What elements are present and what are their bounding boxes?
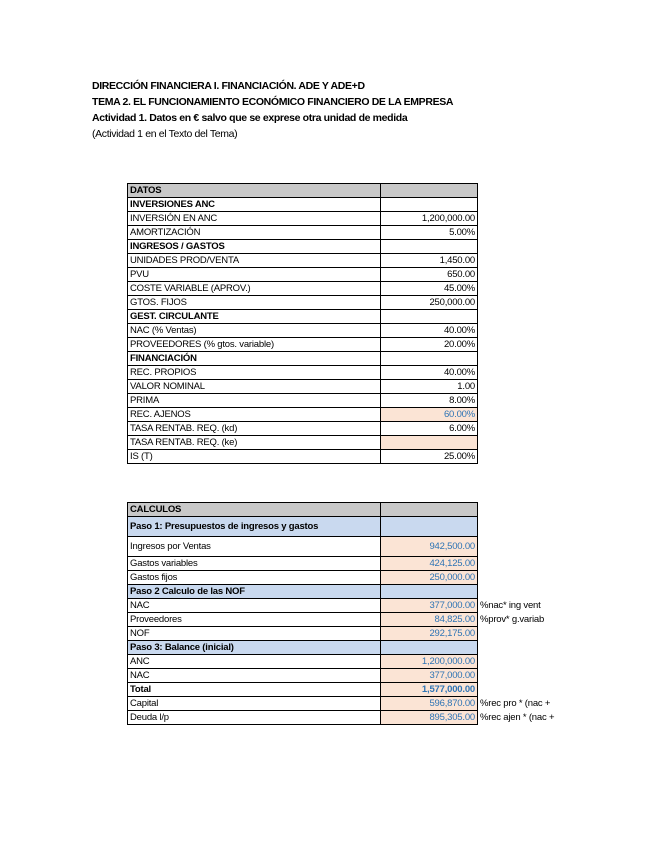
row-label[interactable]: GTOS. FIJOS — [128, 296, 381, 310]
step-empty-cell[interactable] — [381, 517, 478, 537]
table-row — [128, 613, 557, 627]
header-empty-cell[interactable] — [381, 503, 478, 517]
row-label[interactable]: NAC (% Ventas) — [128, 324, 381, 338]
formula-note[interactable]: %nac* ing vent — [480, 600, 541, 611]
row-label[interactable]: PROVEEDORES (% gtos. variable) — [128, 338, 381, 352]
table-row — [128, 240, 478, 254]
activity-heading: Actividad 1. Datos en € salvo que se exprese otra unidad de medida — [92, 112, 408, 124]
row-value[interactable]: 40.00% — [381, 324, 478, 338]
row-value[interactable] — [381, 240, 478, 254]
row-value[interactable]: 424,125.00 — [381, 557, 478, 571]
paso3-heading[interactable]: Paso 3: Balance (inicial) — [128, 641, 381, 655]
step-header-row — [128, 517, 557, 537]
table-row — [128, 557, 557, 571]
row-label[interactable]: GEST. CIRCULANTE — [128, 310, 381, 324]
row-label[interactable]: VALOR NOMINAL — [128, 380, 381, 394]
row-label[interactable]: TASA RENTAB. REQ. (ke) — [128, 436, 381, 450]
table-row — [128, 338, 478, 352]
row-value[interactable] — [381, 310, 478, 324]
activity-note: (Actividad 1 en el Texto del Tema) — [92, 128, 238, 140]
step-empty-cell[interactable] — [381, 641, 478, 655]
table-row — [128, 366, 478, 380]
row-value[interactable]: 942,500.00 — [381, 537, 478, 557]
paso1-heading[interactable]: Paso 1: Presupuestos de ingresos y gastos — [128, 517, 381, 537]
table-row — [128, 268, 478, 282]
table-header-row — [128, 503, 557, 517]
row-label[interactable]: NAC — [128, 669, 381, 683]
calculos-title[interactable]: CALCULOS — [128, 503, 381, 517]
formula-note[interactable]: %rec pro * (nac + — [480, 698, 551, 709]
row-label[interactable]: Gastos variables — [128, 557, 381, 571]
row-value[interactable]: 250,000.00 — [381, 571, 478, 585]
table-row — [128, 212, 478, 226]
row-value[interactable]: 6.00% — [381, 422, 478, 436]
table-row — [128, 198, 478, 212]
row-value[interactable]: 1,200,000.00 — [381, 655, 478, 669]
doc-subtitle: TEMA 2. EL FUNCIONAMIENTO ECONÓMICO FINANCIERO DE LA EMPRESA — [92, 96, 454, 108]
doc-title: DIRECCIÓN FINANCIERA I. FINANCIACIÓN. ADE Y ADE+D — [92, 80, 365, 92]
row-label[interactable]: Deuda l/p — [128, 711, 381, 725]
row-label[interactable]: IS (T) — [128, 450, 381, 464]
row-value[interactable]: 1,450.00 — [381, 254, 478, 268]
header-empty-cell[interactable] — [381, 184, 478, 198]
table-row — [128, 380, 478, 394]
step-empty-cell[interactable] — [381, 585, 478, 599]
row-value[interactable]: 40.00% — [381, 366, 478, 380]
table-row — [128, 450, 478, 464]
row-label[interactable]: Capital — [128, 697, 381, 711]
row-value[interactable]: 377,000.00 — [381, 599, 478, 613]
row-value[interactable]: 84,825.00 — [381, 613, 478, 627]
row-value[interactable]: 1.00 — [381, 380, 478, 394]
table-header-row — [128, 184, 478, 198]
row-value[interactable]: 650.00 — [381, 268, 478, 282]
row-value[interactable]: 596,870.00 — [381, 697, 478, 711]
row-label[interactable]: REC. AJENOS — [128, 408, 381, 422]
formula-note[interactable]: %rec ajen * (nac + — [480, 712, 555, 723]
step-header-row — [128, 641, 557, 655]
calculos-table — [127, 502, 557, 725]
row-label[interactable]: INVERSIONES ANC — [128, 198, 381, 212]
table-row — [128, 697, 557, 711]
table-row — [128, 669, 557, 683]
row-label[interactable]: Total — [128, 683, 381, 697]
row-label[interactable]: ANC — [128, 655, 381, 669]
row-label[interactable]: UNIDADES PROD/VENTA — [128, 254, 381, 268]
table-row — [128, 324, 478, 338]
row-value[interactable]: 60.00% — [381, 408, 478, 422]
step-header-row — [128, 585, 557, 599]
table-row — [128, 537, 557, 557]
row-label[interactable]: Proveedores — [128, 613, 381, 627]
table-row — [128, 408, 478, 422]
table-row — [128, 599, 557, 613]
row-label[interactable]: FINANCIACIÓN — [128, 352, 381, 366]
row-value[interactable]: 8.00% — [381, 394, 478, 408]
table-row — [128, 436, 478, 450]
table-row — [128, 655, 557, 669]
row-value[interactable]: 20.00% — [381, 338, 478, 352]
row-value[interactable]: 25.00% — [381, 450, 478, 464]
row-label[interactable]: COSTE VARIABLE (APROV.) — [128, 282, 381, 296]
row-label[interactable]: NOF — [128, 627, 381, 641]
row-value[interactable] — [381, 436, 478, 450]
row-label[interactable]: INGRESOS / GASTOS — [128, 240, 381, 254]
row-label[interactable]: TASA RENTAB. REQ. (kd) — [128, 422, 381, 436]
row-value[interactable]: 292,175.00 — [381, 627, 478, 641]
row-label[interactable]: Gastos fijos — [128, 571, 381, 585]
row-value[interactable]: 5.00% — [381, 226, 478, 240]
row-label[interactable]: PRIMA — [128, 394, 381, 408]
table-row — [128, 683, 557, 697]
row-value[interactable]: 45.00% — [381, 282, 478, 296]
row-label[interactable]: AMORTIZACIÓN — [128, 226, 381, 240]
table-row — [128, 352, 478, 366]
table-row — [128, 627, 557, 641]
table-row — [128, 310, 478, 324]
formula-note[interactable]: %prov* g.variab — [480, 614, 545, 625]
table-row — [128, 226, 478, 240]
row-label[interactable]: PVU — [128, 268, 381, 282]
row-label[interactable]: REC. PROPIOS — [128, 366, 381, 380]
paso2-heading[interactable]: Paso 2 Calculo de las NOF — [128, 585, 381, 599]
row-value[interactable]: 1,577,000.00 — [381, 683, 478, 697]
row-label[interactable]: INVERSIÓN EN ANC — [128, 212, 381, 226]
row-value[interactable] — [381, 352, 478, 366]
row-label[interactable]: Ingresos por Ventas — [128, 537, 381, 557]
row-label[interactable]: NAC — [128, 599, 381, 613]
table-row — [128, 254, 478, 268]
row-value[interactable]: 377,000.00 — [381, 669, 478, 683]
table-row — [128, 394, 478, 408]
table-row — [128, 422, 478, 436]
row-value[interactable]: 1,200,000.00 — [381, 212, 478, 226]
table-row — [128, 282, 478, 296]
row-value[interactable]: 895,305.00 — [381, 711, 478, 725]
row-value[interactable]: 250,000.00 — [381, 296, 478, 310]
table-row — [128, 571, 557, 585]
datos-title[interactable]: DATOS — [128, 184, 381, 198]
table-row — [128, 711, 557, 725]
row-value[interactable] — [381, 198, 478, 212]
table-row — [128, 296, 478, 310]
datos-table — [127, 183, 478, 464]
